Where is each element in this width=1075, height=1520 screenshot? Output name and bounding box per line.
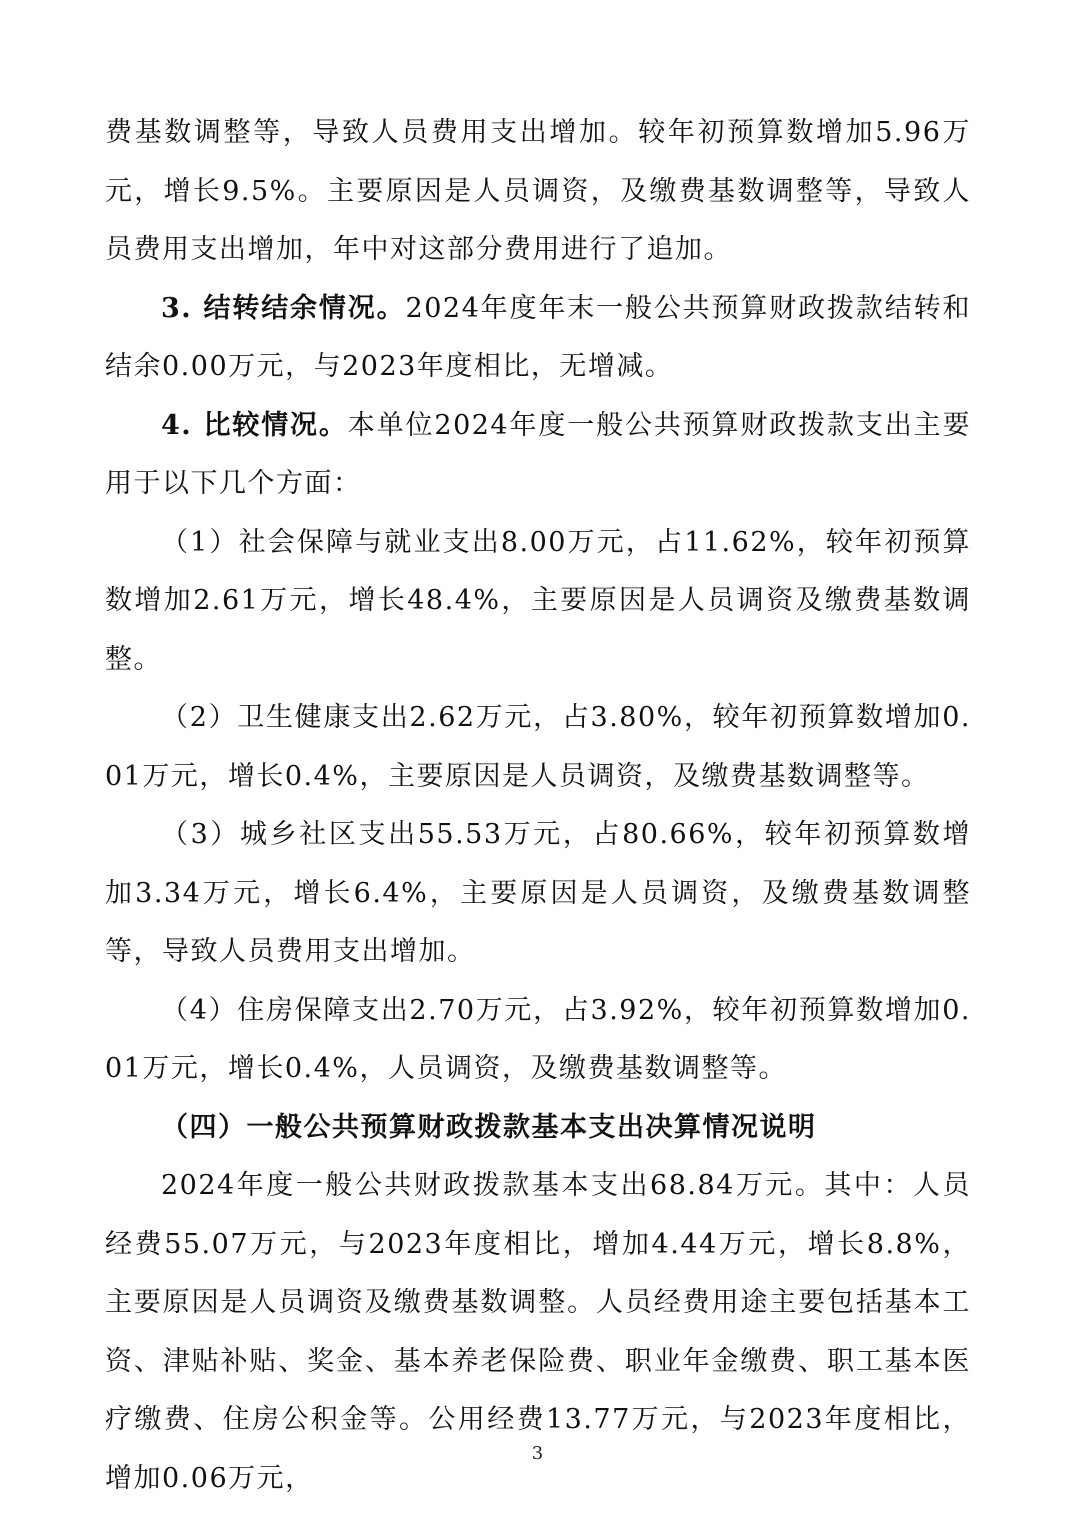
paragraph-text: 2024年度年末一般公共预算财政拨款结转和结余0.00万元，与2023年度相比，无增减。 [105, 292, 971, 382]
list-item-urban-rural [105, 806, 971, 982]
paragraph-comparison [105, 397, 971, 514]
paragraph-lead: 4. 比较情况。 [161, 409, 348, 441]
list-item-housing [105, 982, 971, 1099]
page-number: 3 [531, 1443, 544, 1464]
paragraph-lead: 3. 结转结余情况。 [161, 292, 406, 324]
list-item-text: （2）卫生健康支出2.62万元，占3.80%，较年初预算数增加0.01万元，增长0.4%，主要原因是人员调资，及缴费基数调整等。 [105, 702, 971, 792]
list-item-health [105, 689, 971, 806]
list-item-text: （4）住房保障支出2.70万元，占3.92%，较年初预算数增加0.01万元，增长0.4%，人员调资，及缴费基数调整等。 [105, 994, 971, 1084]
paragraph-text: 本单位2024年度一般公共预算财政拨款支出主要用于以下几个方面： [105, 409, 971, 499]
list-item-text: （1）社会保障与就业支出8.00万元，占11.62%，较年初预算数增加2.61万元，增长48.4%，主要原因是人员调资及缴费基数调整。 [105, 526, 971, 675]
document-body [105, 104, 971, 1508]
paragraph-text: 2024年度一般公共财政拨款基本支出68.84万元。其中：人员经费55.07万元，与2023年度相比，增加4.44万元，增长8.8%，主要原因是人员调资及缴费基数调整。人员经费用途主要包括基本工资、津贴补贴、奖金、基本养老保险费、职业年金缴费、职工基本医疗缴费、住房公积金等。公用经费13.77万元，与2023年度相比，增加0.06万元， [105, 1170, 971, 1494]
list-item-text: （3）城乡社区支出55.53万元，占80.66%，较年初预算数增加3.34万元，增长6.4%，主要原因是人员调资，及缴费基数调整等，导致人员费用支出增加。 [105, 819, 971, 967]
paragraph-continued [105, 104, 971, 280]
paragraph-text: 费基数调整等，导致人员费用支出增加。较年初预算数增加5.96万元，增长9.5%。主要原因是人员调资，及缴费基数调整等，导致人员费用支出增加，年中对这部分费用进行了追加。 [105, 117, 971, 265]
section-heading: （四）一般公共预算财政拨款基本支出决算情况说明 [161, 1111, 817, 1143]
paragraph-carryover [105, 280, 971, 397]
list-item-social-security [105, 514, 971, 690]
